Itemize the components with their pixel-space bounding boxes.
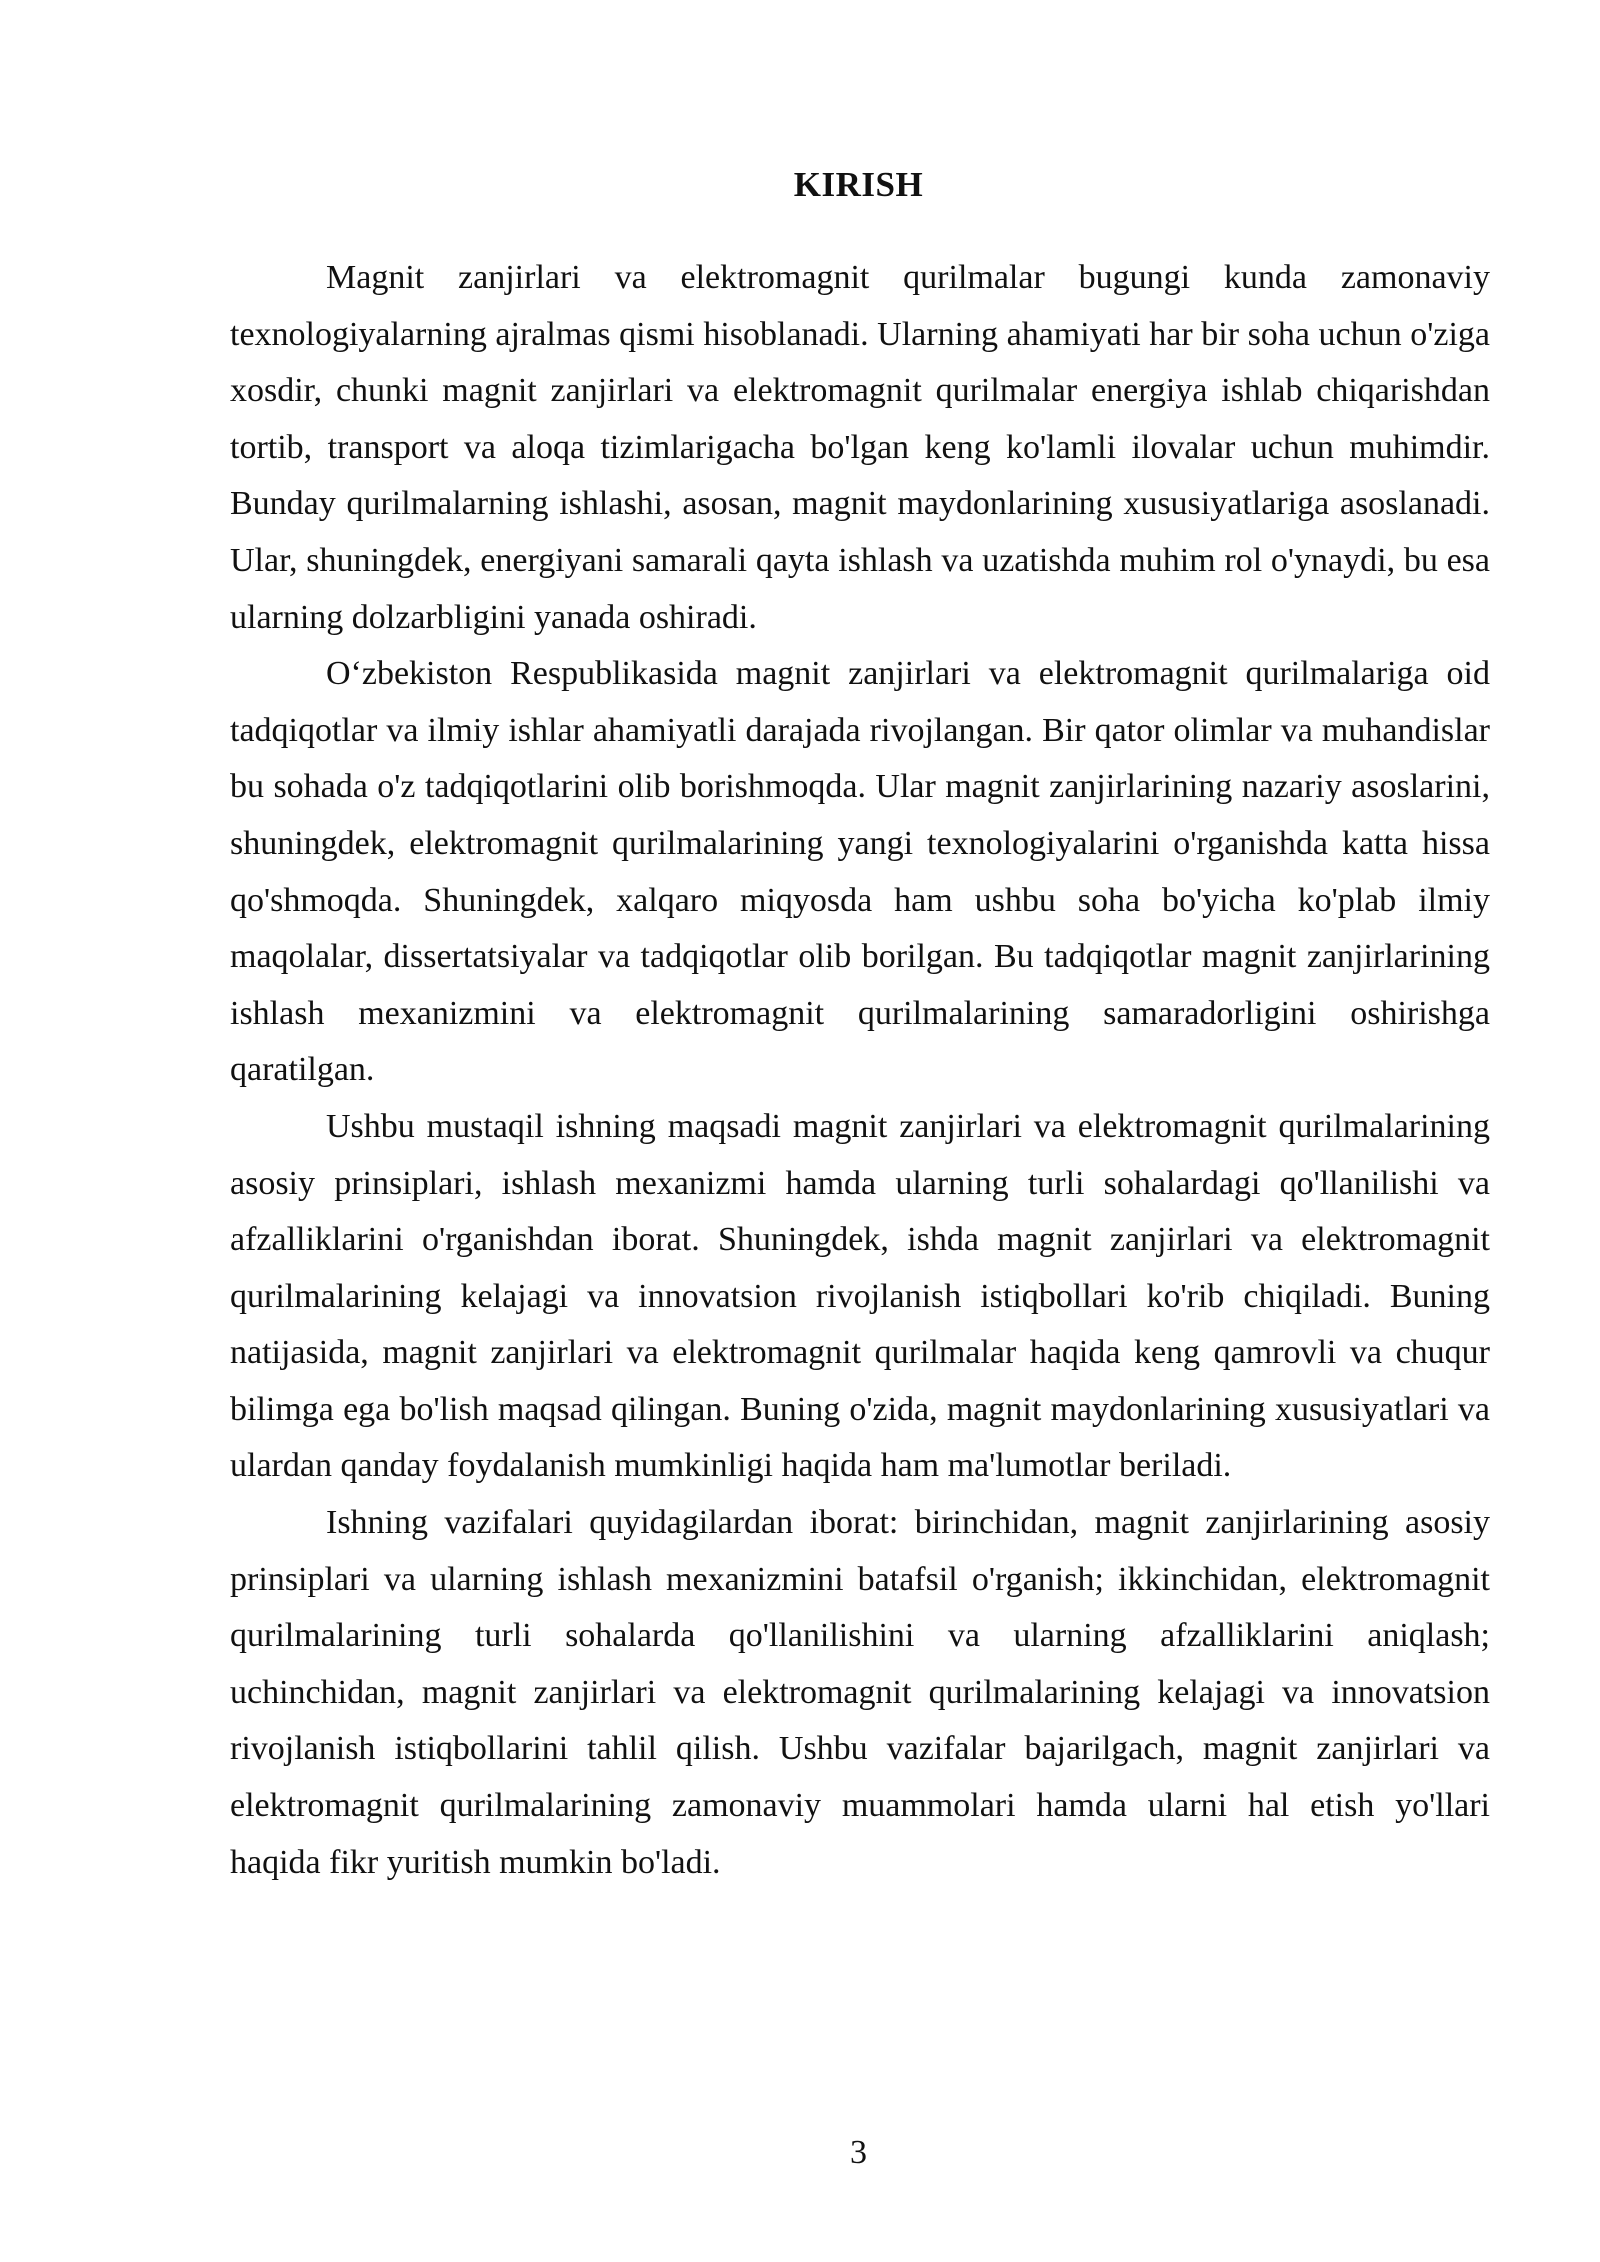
- page-title: KIRISH: [793, 165, 924, 204]
- page-number: 3: [850, 2134, 867, 2171]
- paragraph-2: O‘zbekiston Respublikasida magnit zanjirlari va elektromagnit qurilmalariga oid tadqiqotlar va ilmiy ishlar ahamiyatli darajada rivojlangan. Bir qator olimlar va muhandislar bu sohada o'z tadqiqotlarini olib borishmoqda. Ular magnit zanjirlarining nazariy asoslarini, shuningdek, elektromagnit qurilmalarining yangi texnologiyalarini o'rganishda katta hissa qo'shmoqda. Shuningdek, xalqaro miqyosda ham ushbu soha bo'yicha ko'plab ilmiy maqolalar, dissertatsiyalar va tadqiqotlar olib borilgan. Bu tadqiqotlar magnit zanjirlarining ishlash mexanizmini va elektromagnit qurilmalarining samaradorligini oshirishga qaratilgan.: [230, 655, 1490, 1089]
- paragraph-3: Ushbu mustaqil ishning maqsadi magnit zanjirlari va elektromagnit qurilmalarining asosiy prinsiplari, ishlash mexanizmi hamda ularning turli sohalardagi qo'llanilishi va afzalliklarini o'rganishdan iborat. Shuningdek, ishda magnit zanjirlari va elektromagnit qurilmalarining kelajagi va innovatsion rivojlanish istiqbollari ko'rib chiqiladi. Buning natijasida, magnit zanjirlari va elektromagnit qurilmalar haqida keng qamrovli va chuqur bilimga ega bo'lish maqsad qilingan. Buning o'zida, magnit maydonlarining xususiyatlari va ulardan qanday foydalanish mumkinligi haqida ham ma'lumotlar beriladi.: [230, 1107, 1490, 1485]
- paragraph-4: Ishning vazifalari quyidagilardan iborat: birinchidan, magnit zanjirlarining asosiy prinsiplari va ularning ishlash mexanizmini batafsil o'rganish; ikkinchidan, elektromagnit qurilmalarining turli sohalarda qo'llanilishini va ularning afzalliklarini aniqlash; uchinchidan, magnit zanjirlari va elektromagnit qurilmalarining kelajagi va innovatsion rivojlanish istiqbollarini tahlil qilish. Ushbu vazifalar bajarilgach, magnit zanjirlari va elektromagnit qurilmalarining zamonaviy muammolari hamda ularni hal etish yo'llari haqida fikr yuritish mumkin bo'ladi.: [230, 1504, 1490, 1881]
- paragraph-1: Magnit zanjirlari va elektromagnit qurilmalar bugungi kunda zamonaviy texnologiyalarning ajralmas qismi hisoblanadi. Ularning ahamiyati har bir soha uchun o'ziga xosdir, chunki magnit zanjirlari va elektromagnit qurilmalar energiya ishlab chiqarishdan tortib, transport va aloqa tizimlarigacha bo'lgan keng ko'lamli ilovalar uchun muhimdir. Bunday qurilmalarning ishlashi, asosan, magnit maydonlarining xususiyatlariga asoslanadi. Ular, shuningdek, energiyani samarali qayta ishlash va uzatishda muhim rol o'ynaydi, bu esa ularning dolzarbligini yanada oshiradi.: [230, 259, 1490, 636]
- body-text: [230, 250, 1490, 1891]
